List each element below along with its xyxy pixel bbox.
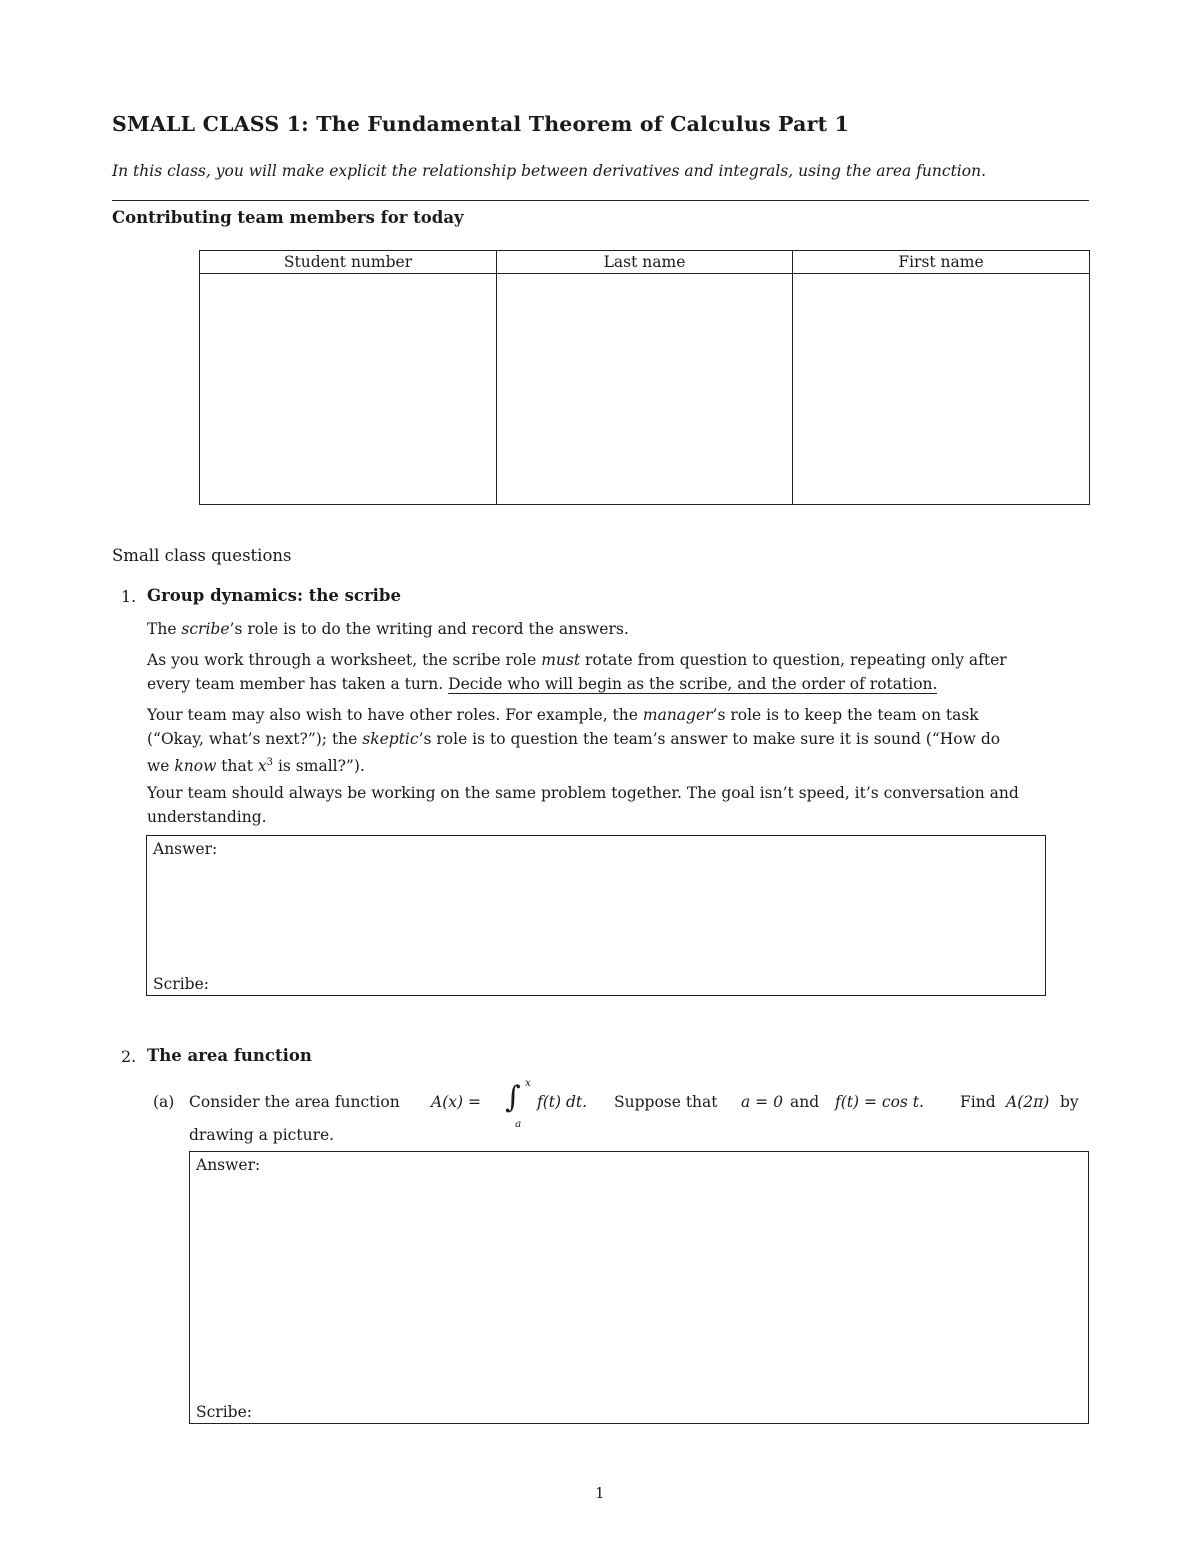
questions-heading: Small class questions bbox=[112, 546, 292, 565]
page-title: SMALL CLASS 1: The Fundamental Theorem of Calculus Part 1 bbox=[112, 112, 850, 136]
question-1-title: Group dynamics: the scribe bbox=[147, 586, 401, 605]
column-header-first-name: First name bbox=[793, 251, 1090, 274]
part-a-label: (a) bbox=[153, 1093, 175, 1111]
table-header-row bbox=[200, 251, 1090, 274]
question-2-title: The area function bbox=[147, 1046, 312, 1065]
question-1-number: 1. bbox=[121, 587, 137, 606]
first-name-cell[interactable] bbox=[793, 274, 1090, 505]
page-number: 1 bbox=[595, 1484, 605, 1502]
last-name-cell[interactable] bbox=[497, 274, 793, 505]
other-roles-paragraph: Your team may also wish to have other roles. For example, the manager’s role is to keep the team on task (“Okay, what’s next?”); the skeptic’s role is to question the team’s answer to make sure it is sound (“How do we know that $x^3$ is small?”). bbox=[147, 706, 1001, 776]
integrand: f(t) dt. bbox=[537, 1093, 588, 1111]
team-section-heading: Contributing team members for today bbox=[112, 208, 464, 227]
table-entry-row bbox=[200, 274, 1090, 505]
question-2a-answer-box[interactable] bbox=[189, 1151, 1089, 1424]
lower-limit: a bbox=[515, 1118, 522, 1130]
question-2-number: 2. bbox=[121, 1047, 137, 1066]
title-divider bbox=[112, 200, 1089, 201]
page-subtitle: In this class, you will make explicit the relationship between derivatives and integrals, using the area function. bbox=[112, 162, 986, 180]
goal-paragraph: Your team should always be working on the same problem together. The goal isn’t speed, it’s conversation and understanding. bbox=[147, 784, 1019, 826]
column-header-last-name: Last name bbox=[497, 251, 793, 274]
answer-label: Answer: bbox=[153, 840, 218, 858]
question-1-answer-box[interactable] bbox=[146, 835, 1046, 996]
scribe-label: Scribe: bbox=[153, 975, 209, 993]
upper-limit: x bbox=[525, 1077, 531, 1089]
column-header-student-number: Student number bbox=[200, 251, 497, 274]
team-members-table bbox=[199, 250, 1090, 505]
integral-sign: ∫ bbox=[505, 1080, 521, 1115]
rotation-paragraph: As you work through a worksheet, the scribe role must rotate from question to question, repeating only after every team member has taken a turn. Decide who will begin as the scribe, and the order of rotation. bbox=[147, 651, 1007, 693]
answer-label: Answer: bbox=[196, 1156, 261, 1174]
worksheet-page: SMALL CLASS 1: The Fundamental Theorem of Calculus Part 1 In this class, you will make explicit the relationship between derivatives and integrals, using the area function. Contributing team members for today Student number Last name First name Small class questions 1. Group dynamics: the scribe The scribe’s role is to do the writing and record the answers. As you work through a worksheet, the scribe role must rotate from question to question, repeating only after every team member has taken a turn. Decide who will begin as the scribe, and the order of rotation. Your team may also wish to have other roles. For example, the manager’s role is to keep the team on task (“Okay, what’s next?”); the skeptic’s role is to question the team’s answer to make sure it is sound (“How do we know that $x^3$ is small?”). Your team should always be working on the same problem together. The goal isn’t speed, it’s conversation and understanding. Answer: Scribe: 2. The area function (a) Consider the area function A(x) = ∫ x a f(t) dt. Suppose that a = 0 and f(t) = cos t. Find A(2π) by drawing a picture. Answer: Scribe: 1 bbox=[0, 0, 1200, 1553]
student-number-cell[interactable] bbox=[200, 274, 497, 505]
scribe-label: Scribe: bbox=[196, 1403, 252, 1421]
area-function-expression: A(x) = bbox=[431, 1093, 481, 1111]
scribe-role-paragraph: The scribe’s role is to do the writing and record the answers. bbox=[147, 620, 629, 638]
rotation-instruction: Decide who will begin as the scribe, and the order of rotation. bbox=[448, 675, 938, 693]
